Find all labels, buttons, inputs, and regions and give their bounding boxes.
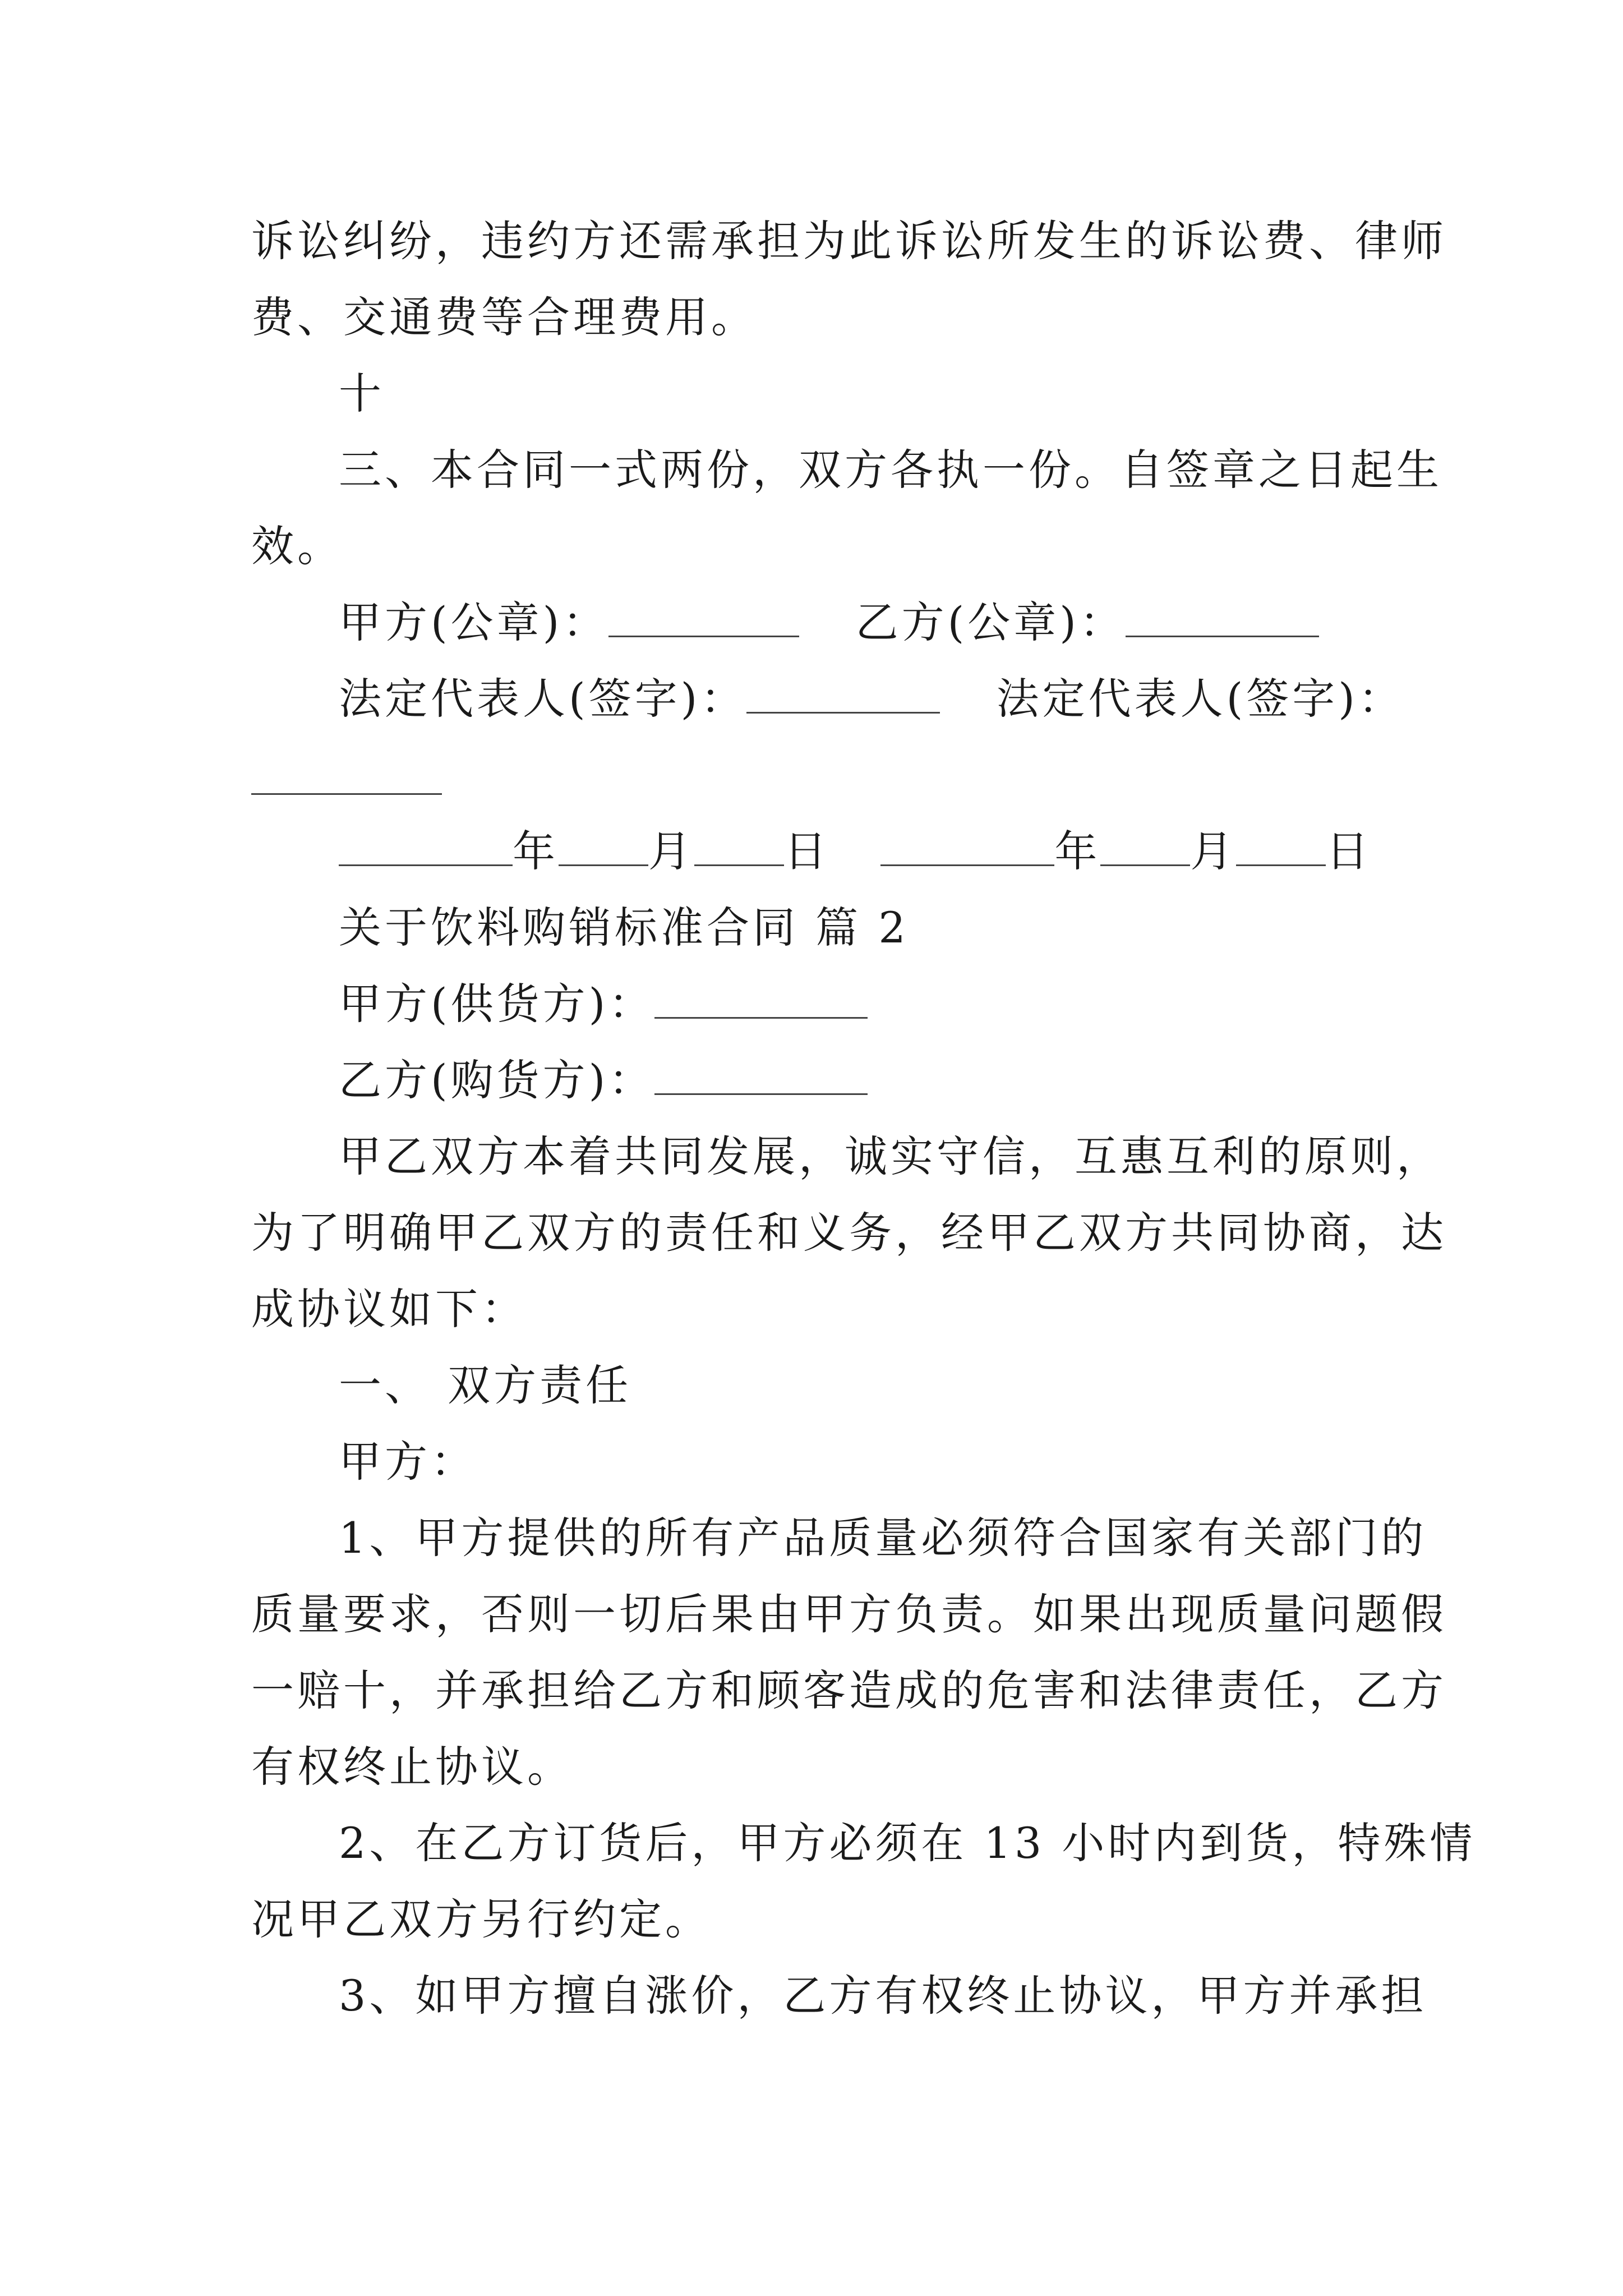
paragraph-line: 费、交通费等合理费用。 [251, 292, 757, 342]
buyer-blank [654, 1060, 868, 1095]
date-day-label: 日 [1326, 826, 1372, 876]
supplier-blank [654, 983, 868, 1019]
party-b-rep-label: 法定代表人(签字)： [996, 674, 1404, 724]
date-month-blank-a [559, 831, 648, 866]
date-year-label: 年 [513, 826, 559, 876]
buyer-line [339, 1052, 1623, 1108]
paragraph-line: 1、甲方提供的所有产品质量必须符合国家有关部门的 [339, 1513, 1427, 1563]
buyer-label: 乙方(购货方)： [339, 1055, 655, 1105]
paragraph-line: 三、本合同一式两份，双方各执一份。自签章之日起生 [339, 445, 1442, 495]
date-month-blank-b [1100, 831, 1190, 866]
paragraph-line: 质量要求，否则一切后果由甲方负责。如果出现质量问题假 [251, 1589, 1447, 1639]
party-a-rep-blank [746, 678, 940, 714]
paragraph-line: 有权终止协议。 [251, 1742, 573, 1792]
section-heading: 关于饮料购销标准合同 篇 2 [339, 903, 909, 953]
party-a-seal-label: 甲方(公章)： [339, 597, 609, 647]
date-year-blank-b [880, 831, 1054, 866]
party-b-seal-blank [1126, 602, 1319, 637]
paragraph-line: 一赔十，并承担给乙方和顾客造成的危害和法律责任，乙方 [251, 1665, 1447, 1715]
section-title: 一、 双方责任 [339, 1360, 632, 1410]
party-b-rep-blank [251, 793, 442, 795]
supplier-label: 甲方(供货方)： [339, 979, 655, 1029]
signature-line-seal [339, 595, 1623, 651]
paragraph-line: 2、在乙方订货后，甲方必须在 13 小时内到货，特殊情 [339, 1818, 1476, 1868]
date-day-blank-b [1236, 831, 1326, 866]
paragraph-line: 效。 [251, 521, 343, 571]
signature-line-rep [339, 671, 1623, 727]
paragraph-line: 诉讼纠纷，违约方还需承担为此诉讼所发生的诉讼费、律师 [251, 216, 1447, 266]
paragraph-line: 甲方： [339, 1437, 477, 1487]
party-a-rep-label: 法定代表人(签字)： [339, 674, 747, 724]
paragraph-line: 十 [339, 369, 385, 418]
date-day-label: 日 [784, 826, 830, 876]
date-year-blank-a [339, 831, 513, 866]
date-month-label: 月 [648, 826, 694, 876]
party-a-seal-blank [608, 602, 799, 637]
paragraph-line: 甲乙双方本着共同发展，诚实守信，互惠互利的原则， [339, 1131, 1442, 1181]
supplier-line [339, 976, 1623, 1032]
date-month-label: 月 [1190, 826, 1237, 876]
date-line [339, 823, 1623, 880]
date-year-label: 年 [1054, 826, 1101, 876]
date-day-blank-a [694, 831, 784, 866]
paragraph-line: 况甲乙双方另行约定。 [251, 1894, 711, 1944]
paragraph-line: 为了明确甲乙双方的责任和义务，经甲乙双方共同协商，达 [251, 1208, 1447, 1258]
paragraph-line: 成协议如下： [251, 1284, 527, 1334]
paragraph-line: 3、如甲方擅自涨价，乙方有权终止协议，甲方并承担 [339, 1971, 1427, 2021]
party-b-seal-label: 乙方(公章)： [855, 597, 1126, 647]
